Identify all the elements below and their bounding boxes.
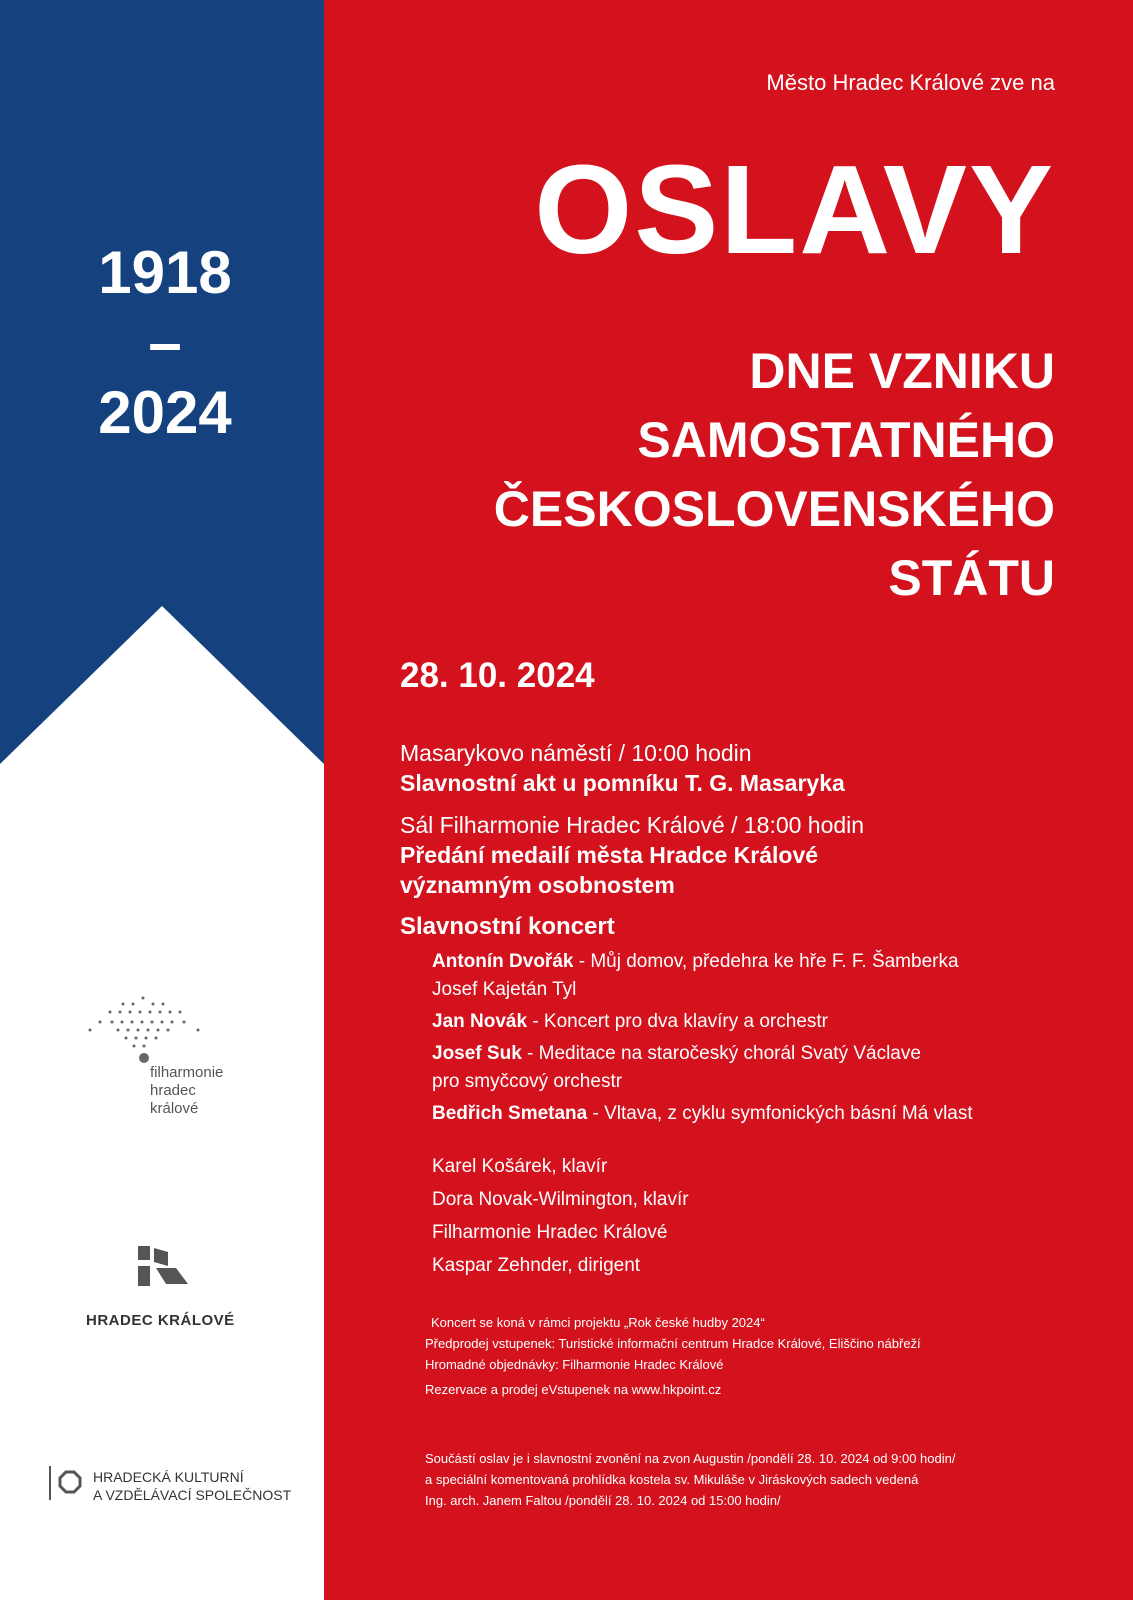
piece-composer: Jan Novák — [432, 1011, 528, 1032]
piece-composer: Bedřich Smetana — [432, 1103, 588, 1124]
concert-pieces — [432, 948, 1100, 1128]
piece-item — [432, 948, 1100, 1004]
hkvs-logo-icon — [48, 1464, 88, 1509]
concert-title: Slavnostní koncert — [400, 913, 615, 940]
year-start: 1918 — [98, 239, 232, 306]
filharmonie-logo-text: filharmonie hradec králové — [150, 1064, 224, 1117]
extra-line: Součástí oslav je i slavnostní zvonění na zvon Augustin /pondělí 28. 10. 2024 od 9:00 hodin/ — [425, 1451, 956, 1466]
subtitle-line: ČESKOSLOVENSKÉHO — [493, 481, 1055, 537]
program — [400, 738, 1100, 1282]
hkvs-logo-text: HRADECKÁ KULTURNÍ A VZDĚLÁVACÍ SPOLEČNOST — [93, 1469, 292, 1503]
piece-work: - Meditace na staročeský chorál Svatý Václave — [521, 1043, 921, 1064]
performer: Dora Novak-Wilmington, klavír — [432, 1189, 689, 1210]
subtitle-line: DNE VZNIKU — [749, 343, 1055, 399]
performer: Kaspar Zehnder, dirigent — [432, 1255, 641, 1276]
city-logo-text: HRADEC KRÁLOVÉ — [86, 1312, 235, 1329]
piece-composer: Josef Suk — [432, 1043, 522, 1064]
performer: Karel Košárek, klavír — [432, 1156, 608, 1177]
subtitle-line: STÁTU — [888, 550, 1055, 606]
reservation-link[interactable]: Rezervace a prodej eVstupenek na www.hkpoint.cz — [425, 1382, 722, 1397]
city-logo-icon — [132, 1242, 192, 1297]
piece-work: - Vltava, z cyklu symfonických básní Má vlast — [587, 1103, 973, 1124]
piece-work-cont: pro smyčcový orchestr — [432, 1071, 623, 1092]
event-place: Sál Filharmonie Hradec Králové / 18:00 hodin — [400, 812, 865, 838]
event-block — [400, 738, 1100, 798]
performer: Filharmonie Hradec Králové — [432, 1222, 668, 1243]
piece-work-cont: Josef Kajetán Tyl — [432, 979, 577, 1000]
years-range — [0, 238, 330, 448]
group-orders-note: Hromadné objednávky: Filharmonie Hradec Králové — [425, 1357, 724, 1372]
project-note: Koncert se koná v rámci projektu „Rok české hudby 2024“ — [431, 1315, 765, 1330]
extra-line: a speciální komentovaná prohlídka kostela sv. Mikuláše v Jiráskových sadech vedená — [425, 1472, 919, 1487]
piece-work: - Koncert pro dva klavíry a orchestr — [527, 1011, 828, 1032]
piece-item — [432, 1008, 1100, 1036]
event-title: významným osobnostem — [400, 872, 675, 898]
event-title: Předání medailí města Hradce Králové — [400, 842, 819, 868]
extra-line: Ing. arch. Janem Faltou /pondělí 28. 10. 2024 od 15:00 hodin/ — [425, 1493, 781, 1508]
event-title: Slavnostní akt u pomníku T. G. Masaryka — [400, 770, 845, 796]
main-title: OSLAVY — [534, 139, 1055, 280]
event-date: 28. 10. 2024 — [400, 656, 595, 695]
event-block — [400, 810, 1100, 900]
piece-item — [432, 1100, 1100, 1128]
piece-work: - Můj domov, předehra ke hře F. F. Šamberka — [573, 951, 959, 972]
invite-line: Město Hradec Králové zve na — [766, 70, 1055, 95]
ticket-info — [425, 1312, 921, 1400]
extra-info — [425, 1448, 955, 1511]
piece-composer: Antonín Dvořák — [432, 951, 574, 972]
presale-note: Předprodej vstupenek: Turistické informační centrum Hradce Králové, Eliščino nábřeží — [425, 1336, 921, 1351]
piece-item — [432, 1040, 1100, 1096]
year-end: 2024 — [98, 379, 232, 446]
subtitle — [494, 337, 1055, 613]
performers — [432, 1150, 1100, 1282]
year-dash: – — [148, 309, 182, 376]
subtitle-line: SAMOSTATNÉHO — [637, 412, 1055, 468]
event-place: Masarykovo náměstí / 10:00 hodin — [400, 740, 752, 766]
